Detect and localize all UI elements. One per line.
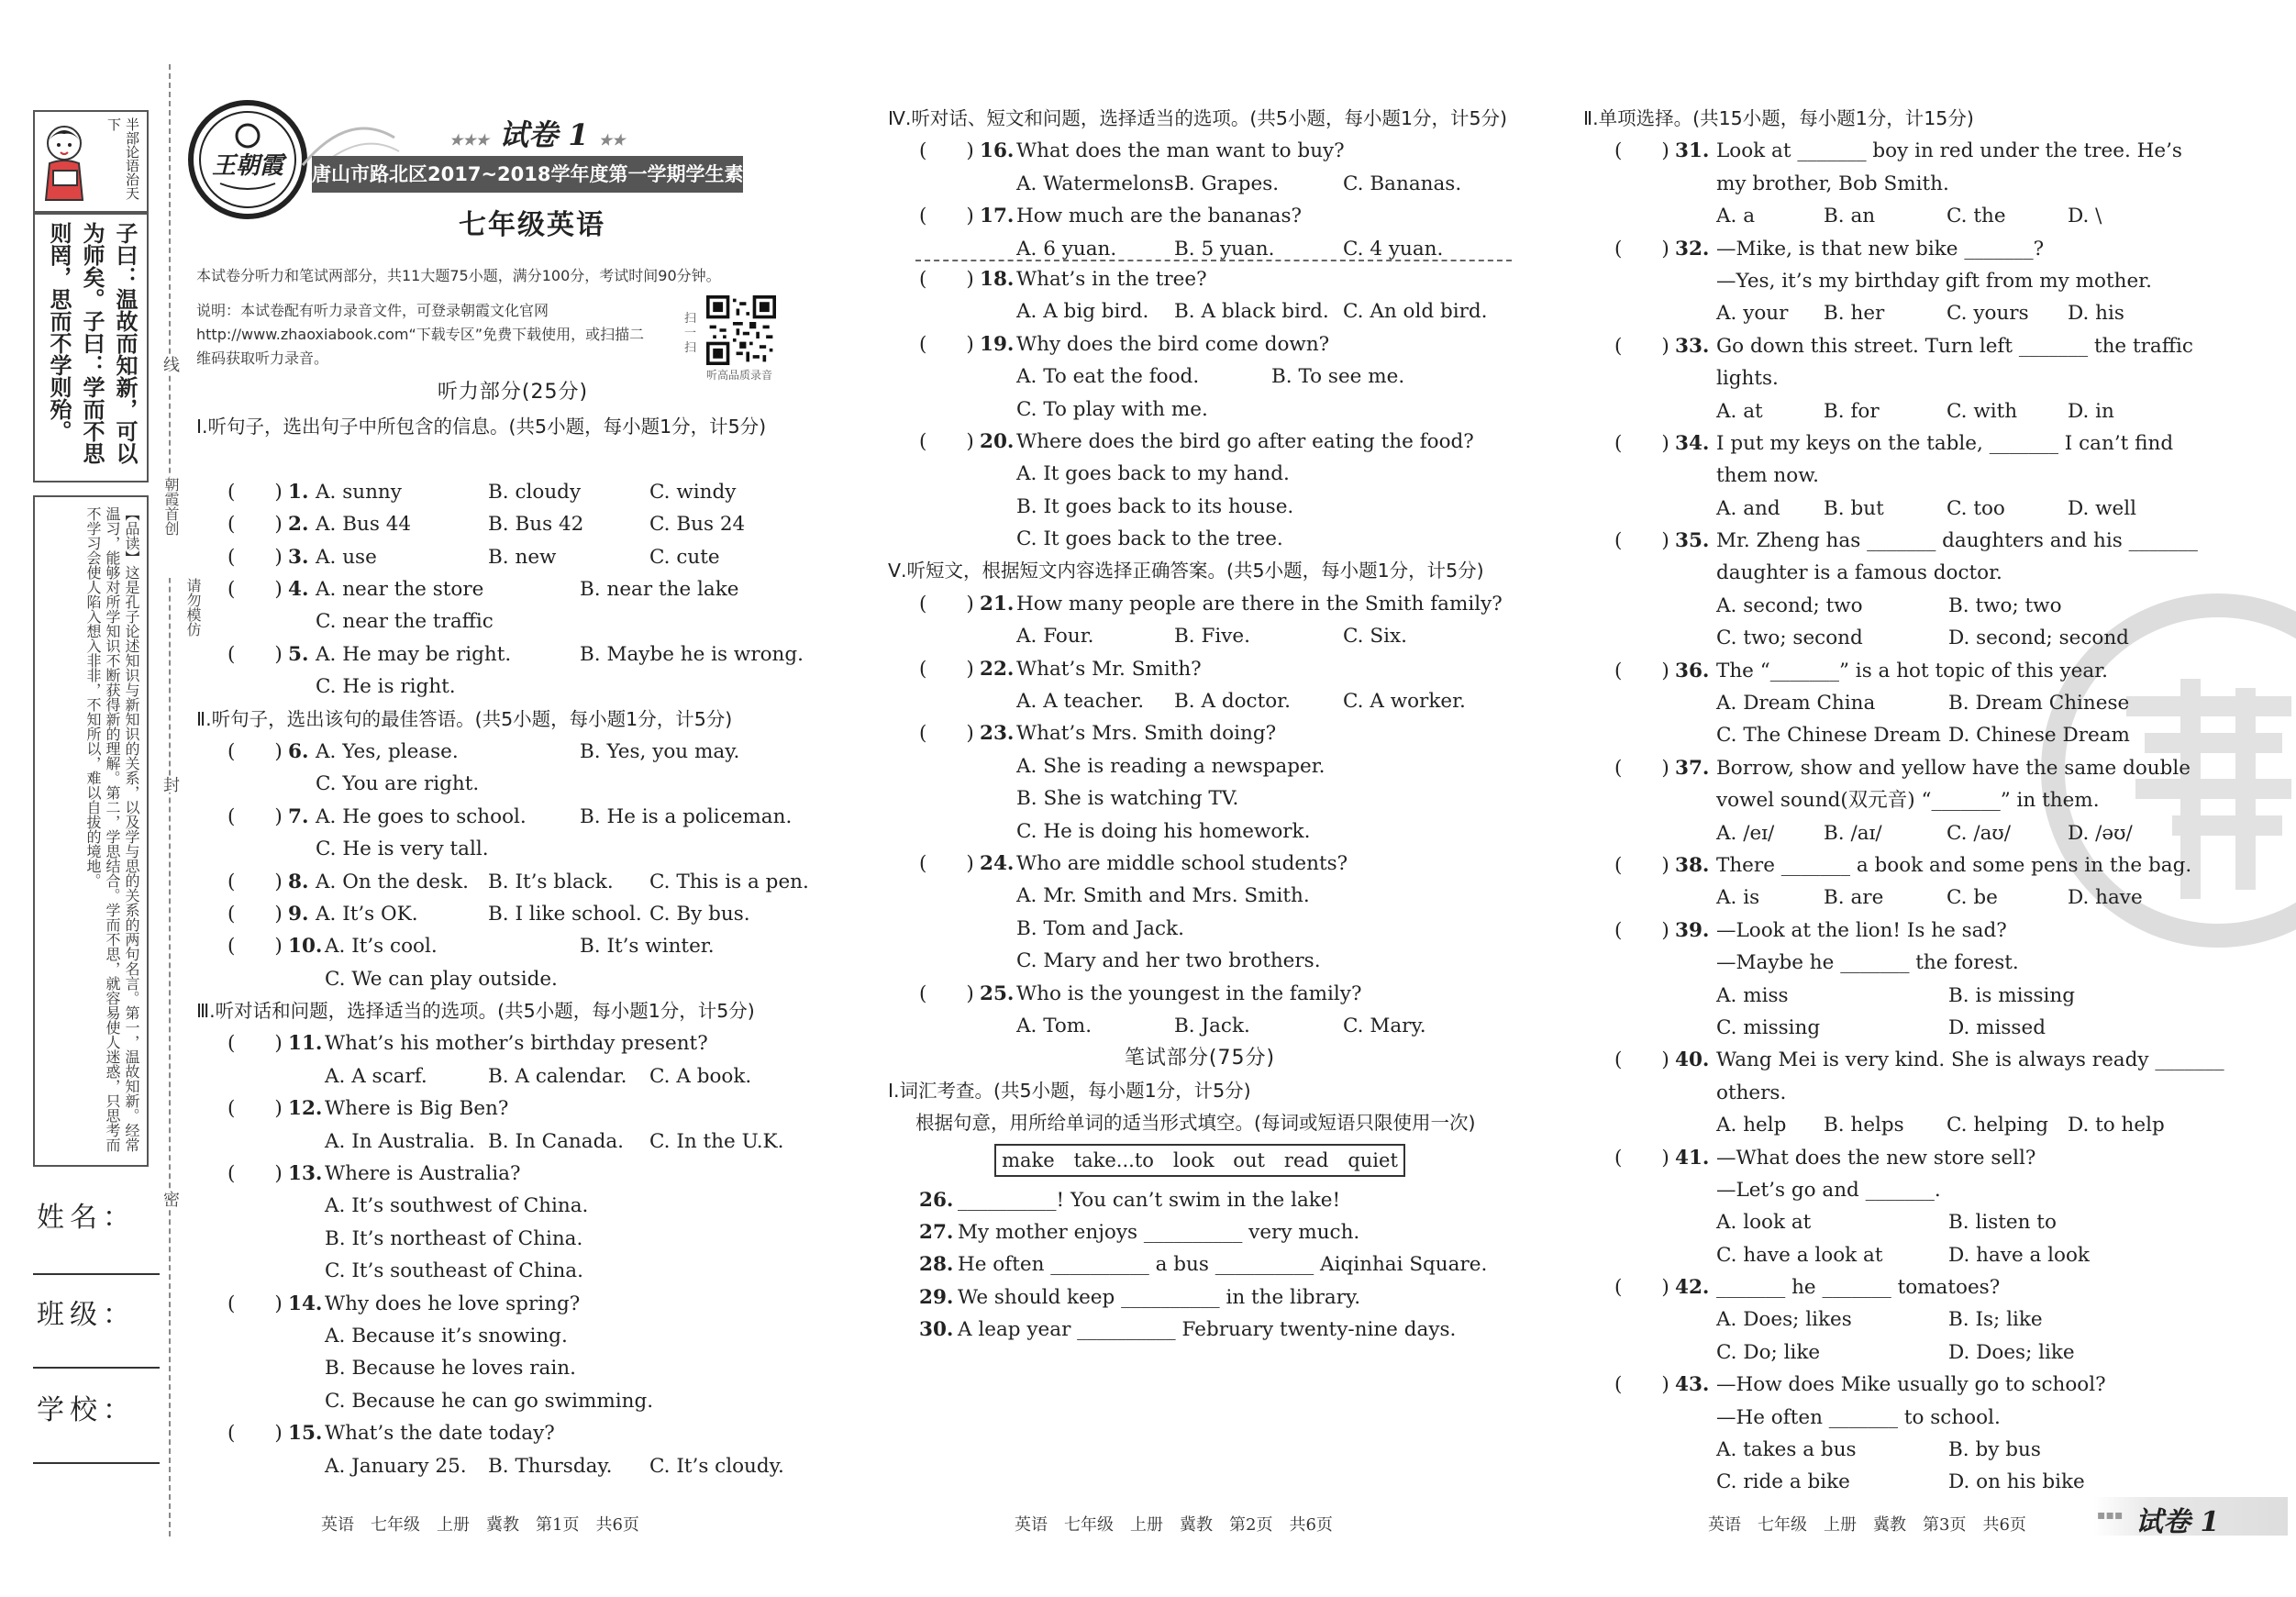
school-label: 学校： — [37, 1394, 136, 1426]
question-row: ( ) 11. What’s his mother’s birthday present? — [196, 1027, 829, 1059]
badge-text: 半部论语治天下 — [105, 117, 140, 200]
option-row: A. 6 yuan. B. 5 yuan. C. 4 yuan. — [1016, 237, 1444, 261]
option-row: A. Because it’s snowing. — [325, 1324, 568, 1347]
word-box-row — [888, 1140, 1512, 1184]
question-row: ( ) 9. A. It’s OK. B. I like school. C. By bus. — [196, 898, 829, 930]
option-row: A. She is reading a newspaper. — [1016, 754, 1325, 778]
stem-row: daughter is a famous doctor. — [1716, 561, 2002, 585]
section-heading: Ⅰ.词汇考查。(共5小题，每小题1分，计5分) — [888, 1079, 1251, 1102]
answer-bracket[interactable]: ( ) — [1614, 659, 1669, 682]
name-field[interactable] — [33, 1273, 160, 1275]
option-row: A. January 25. B. Thursday. C. It’s cloudy. — [325, 1454, 784, 1478]
question-row: ( ) 32. —Mike, is that new bike _______? — [1583, 233, 2216, 265]
page-footer: 英语 七年级 上册 冀教 第2页 共6页 — [1015, 1515, 1333, 1535]
answer-bracket[interactable]: ( ) — [919, 429, 974, 453]
option-row: A. and B. but C. too D. well — [1716, 496, 2137, 520]
page-footer: 英语 七年级 上册 冀教 第1页 共6页 — [321, 1515, 639, 1535]
option-row: B. She is watching TV. — [1016, 787, 1239, 811]
question-row: ( ) 8. A. On the desk. B. It’s black. C. This is a pen. — [196, 866, 829, 898]
question-row: ( ) 15. What’s the date today? — [196, 1417, 829, 1449]
question-row: ( ) 36. The “_______” is a hot topic of this year. — [1583, 655, 2216, 687]
answer-bracket[interactable]: ( ) — [227, 870, 283, 893]
answer-bracket[interactable]: ( ) — [1614, 139, 1669, 163]
class-field[interactable] — [33, 1367, 160, 1369]
option-row: A. help B. helps C. helping D. to help — [1716, 1114, 2165, 1137]
option-row: C. missing D. missed — [1716, 1015, 2046, 1039]
option-row: A. Mr. Smith and Mrs. Smith. — [1016, 884, 1310, 908]
answer-bracket[interactable]: ( ) — [1614, 431, 1669, 455]
option-row: B. Tom and Jack. — [1016, 916, 1184, 940]
option-row: C. have a look at D. have a look — [1716, 1243, 2090, 1267]
fill-row: 26. __________! You can’t swim in the lake! — [888, 1184, 1512, 1216]
sidebar-badge — [33, 110, 149, 213]
option-row: A. Dream China B. Dream Chinese — [1716, 692, 2130, 715]
answer-bracket[interactable]: ( ) — [227, 513, 283, 537]
option-row: A. Does; likes B. Is; like — [1716, 1308, 2043, 1332]
answer-bracket[interactable]: ( ) — [919, 267, 974, 291]
question-row: ( ) 19. Why does the bird come down? — [888, 328, 1512, 360]
stem-row: —He often _______ to school. — [1716, 1405, 2001, 1429]
answer-bracket[interactable]: ( ) — [919, 852, 974, 876]
question-row: ( ) 13. Where is Australia? — [196, 1158, 829, 1190]
class-label: 班级： — [37, 1299, 136, 1331]
stem-row: lights. — [1716, 367, 1779, 391]
fill-row: 28. He often __________ a bus __________ Aiqinhai Square. — [888, 1248, 1512, 1281]
answer-bracket[interactable]: ( ) — [1614, 1146, 1669, 1170]
answer-bracket[interactable]: ( ) — [1614, 1276, 1669, 1300]
question-row: ( ) 1. A. sunny B. cloudy C. windy — [196, 476, 829, 508]
answer-bracket[interactable]: ( ) — [919, 332, 974, 356]
stem-row: them now. — [1716, 464, 1819, 488]
question-row: ( ) 39. —Look at the lion! Is he sad? — [1583, 915, 2216, 947]
seal-note: 请勿模仿 — [184, 578, 202, 637]
stem-row: vowel sound(双元音) “_______” in them. — [1716, 789, 2100, 813]
question-row: ( ) 38. There _______ a book and some pens in the bag. — [1583, 849, 2216, 882]
question-row: ( ) 3. A. use B. new C. cute — [196, 541, 829, 573]
option-row: C. You are right. — [316, 772, 480, 796]
question-row: ( ) 20. Where does the bird go after eating the food? — [888, 426, 1512, 458]
answer-bracket[interactable]: ( ) — [227, 804, 283, 828]
question-row: ( ) 6. A. Yes, please. B. Yes, you may. — [196, 736, 829, 768]
fill-blank[interactable]: A leap year __________ February twenty-nine days. — [958, 1318, 1457, 1342]
option-row: C. ride a bike D. on his bike — [1716, 1470, 2085, 1494]
question-row: ( ) 23. What’s Mrs. Smith doing? — [888, 717, 1512, 749]
option-row: A. takes a bus B. by bus — [1716, 1438, 2041, 1462]
question-row: ( ) 18. What’s in the tree? — [888, 263, 1512, 295]
exam-title: 唐山市路北区2017~2018学年度第一学期学生素质终期评价试卷 — [312, 156, 743, 193]
reading-child-icon — [37, 116, 101, 207]
option-row: C. Do; like D. Does; like — [1716, 1340, 2075, 1364]
stem-row: others. — [1716, 1081, 1787, 1104]
brand-logo-text: 王朝霞 — [211, 152, 283, 180]
star-icon: ★★ — [598, 131, 626, 149]
fill-blank[interactable]: We should keep __________ in the library. — [958, 1285, 1361, 1309]
stem-row: my brother, Bob Smith. — [1716, 172, 1949, 195]
question-row: ( ) 24. Who are middle school students? — [888, 848, 1512, 880]
option-row: B. It goes back to its house. — [1016, 494, 1294, 518]
answer-bracket[interactable]: ( ) — [1614, 854, 1669, 877]
exam-note: 说明：本试卷配有听力录音文件，可登录朝霞文化官网http://www.zhaoxiabook.com“下载专区”免费下载使用，或扫描二维码获取听力录音。 — [196, 302, 645, 367]
exam-intro: 本试卷分听力和笔试两部分，共11大题75小题，满分100分，考试时间90分钟。 — [196, 267, 721, 284]
seal-mark: 线 — [156, 356, 182, 372]
seal-line — [169, 64, 171, 1536]
option-row: C. Mary and her two brothers. — [1016, 949, 1321, 973]
answer-bracket[interactable]: ( ) — [919, 722, 974, 746]
answer-bracket[interactable]: ( ) — [1614, 334, 1669, 358]
question-row: ( ) 12. Where is Big Ben? — [196, 1092, 829, 1125]
answer-bracket[interactable]: ( ) — [227, 1292, 283, 1315]
stem-row: —Let’s go and _______. — [1716, 1178, 1941, 1202]
option-row: A. To eat the food. B. To see me. — [1016, 365, 1405, 389]
section-heading: Ⅰ.听句子，选出句子中所包含的信息。(共5小题，每小题1分，计5分) — [196, 416, 767, 438]
word-box: make take...to look out read quiet — [994, 1144, 1405, 1177]
answer-bracket[interactable]: ( ) — [227, 1162, 283, 1186]
answer-bracket[interactable]: ( ) — [919, 657, 974, 681]
listening-title: 听力部分(25分) — [437, 381, 589, 404]
exam-tag: ★★★ 试卷 1 ★★ — [449, 117, 626, 152]
option-row: A. second; two B. two; two — [1716, 593, 2062, 617]
option-row: C. two; second D. second; second — [1716, 627, 2129, 650]
section-heading: Ⅴ.听短文，根据短文内容选择正确答案。(共5小题，每小题1分，计5分) — [888, 560, 1484, 582]
option-row: A. A big bird. B. A black bird. C. An old bird. — [1016, 300, 1488, 324]
answer-bracket[interactable]: ( ) — [227, 935, 283, 959]
fill-row: 27. My mother enjoys __________ very much. — [888, 1216, 1512, 1248]
answer-bracket[interactable]: ( ) — [227, 480, 283, 504]
question-row: ( ) 16. What does the man want to buy? — [888, 135, 1512, 167]
school-field[interactable] — [33, 1462, 160, 1464]
column-1 — [196, 411, 829, 1482]
option-row: A. A scarf. B. A calendar. C. A book. — [325, 1064, 752, 1088]
option-row: A. In Australia. B. In Canada. C. In the U.K. — [325, 1129, 784, 1153]
section-heading: Ⅱ.听句子，选出该句的最佳答语。(共5小题，每小题1分，计5分) — [196, 707, 733, 730]
answer-bracket[interactable]: ( ) — [1614, 1373, 1669, 1397]
answer-bracket[interactable]: ( ) — [227, 739, 283, 763]
option-row: C. It’s southeast of China. — [325, 1259, 583, 1283]
section-instruction: 根据句意，用所给单词的适当形式填空。(每词或短语只限使用一次) — [915, 1112, 1476, 1135]
option-row: A. It’s southwest of China. — [325, 1194, 589, 1218]
question-row: ( ) 5. A. He may be right. B. Maybe he is wrong. — [196, 638, 829, 671]
answer-bracket[interactable]: ( ) — [919, 981, 974, 1005]
answer-bracket[interactable]: ( ) — [227, 1032, 283, 1056]
option-row: A. /eɪ/ B. /aɪ/ C. /aʊ/ D. /əʊ/ — [1716, 821, 2133, 845]
answer-bracket[interactable]: ( ) — [919, 205, 974, 228]
answer-bracket[interactable]: ( ) — [227, 902, 283, 926]
option-row: C. We can play outside. — [325, 967, 558, 991]
question-row: ( ) 14. Why does he love spring? — [196, 1288, 829, 1320]
option-row: A. is B. are C. be D. have — [1716, 886, 2143, 910]
question-row: ( ) 37. Borrow, show and yellow have the same double — [1583, 752, 2216, 784]
seal-note: 朝霞首创 — [156, 477, 182, 578]
page-footer: 英语 七年级 上册 冀教 第3页 共6页 — [1708, 1515, 2026, 1535]
answer-bracket[interactable]: ( ) — [919, 592, 974, 616]
question-row: ( ) 21. How many people are there in the Smith family? — [888, 588, 1512, 620]
option-row: C. He is doing his homework. — [1016, 819, 1311, 843]
question-row: ( ) 4. A. near the store B. near the lake — [196, 573, 829, 605]
answer-bracket[interactable]: ( ) — [1614, 529, 1669, 553]
question-row: ( ) 42. _______ he _______ tomatoes? — [1583, 1271, 2216, 1303]
fill-blank[interactable]: My mother enjoys __________ very much. — [958, 1220, 1360, 1244]
option-row: A. a B. an C. the D. \ — [1716, 205, 2102, 228]
qr-caption: 听高品质录音 — [706, 369, 773, 382]
column-3 — [1583, 103, 2224, 1499]
answer-bracket[interactable]: ( ) — [1614, 918, 1669, 942]
fill-row: 30. A leap year __________ February twenty-nine days. — [888, 1314, 1512, 1346]
column-2 — [888, 103, 1512, 1347]
fill-blank[interactable]: He often __________ a bus __________ Aiqinhai Square. — [958, 1253, 1488, 1277]
seal-mark: 密 — [156, 1191, 182, 1207]
writing-title: 笔试部分(75分) — [1124, 1047, 1276, 1070]
question-row: ( ) 25. Who is the youngest in the family? — [888, 978, 1512, 1010]
question-row: ( ) 17. How much are the bananas? — [888, 200, 1512, 232]
answer-bracket[interactable]: ( ) — [227, 577, 283, 601]
option-row: A. look at B. listen to — [1716, 1211, 2057, 1235]
subject-title: 七年级英语 — [459, 209, 605, 241]
option-row: A. Tom. B. Jack. C. Mary. — [1016, 1014, 1426, 1037]
qr-side: 扫一扫 — [684, 312, 697, 355]
section-heading: Ⅱ.单项选择。(共15小题，每小题1分，计15分) — [1583, 107, 1974, 129]
sidebar-reading: 【品读】这是孔子论述知识与新知识的关系，以及学与思的关系的两句名言。第一，温故知新。经常温习，能够对所学知识不断获得新的理解。第二，学思结合。学而不思，就容易使人迷惑，只思考而不学习会使人陷入想入非非，不知所以，难以自拔的境地。 — [33, 495, 149, 1167]
dots-decoration-icon: ▪▪▪ — [2097, 1508, 2124, 1523]
question-row: ( ) 35. Mr. Zheng has _______ daughters and his _______ — [1583, 525, 2216, 557]
option-row: A. miss B. is missing — [1716, 983, 2076, 1007]
option-row: A. at B. for C. with D. in — [1716, 399, 2114, 423]
question-row: ( ) 10. A. It’s cool. B. It’s winter. — [196, 930, 829, 962]
star-icon: ★★★ — [449, 131, 490, 149]
question-row: ( ) 7. A. He goes to school. B. He is a policeman. — [196, 801, 829, 833]
question-row: ( ) 43. —How does Mike usually go to school? — [1583, 1369, 2216, 1401]
fill-blank[interactable]: __________! You can’t swim in the lake! — [958, 1188, 1341, 1212]
answer-bracket[interactable]: ( ) — [227, 545, 283, 569]
question-row: ( ) 40. Wang Mei is very kind. She is always ready _______ — [1583, 1044, 2216, 1076]
section-heading: Ⅳ.听对话、短文和问题，选择适当的选项。(共5小题，每小题1分，计5分) — [888, 107, 1508, 129]
answer-bracket[interactable]: ( ) — [919, 139, 974, 163]
question-row: ( ) 33. Go down this street. Turn left _______ the traffic — [1583, 330, 2216, 362]
option-row: A. Watermelons. B. Grapes. C. Bananas. — [1016, 172, 1462, 195]
stem-row: —Maybe he _______ the forest. — [1716, 951, 2019, 975]
option-row: C. Because he can go swimming. — [325, 1389, 654, 1413]
seal-mark: 封 — [156, 776, 182, 793]
option-row: A. your B. her C. yours D. his — [1716, 302, 2124, 326]
question-row: ( ) 2. A. Bus 44 B. Bus 42 C. Bus 24 — [196, 508, 829, 540]
section-heading: Ⅲ.听对话和问题，选择适当的选项。(共5小题，每小题1分，计5分) — [196, 1000, 755, 1023]
option-row: B. It’s northeast of China. — [325, 1226, 583, 1250]
question-row: ( ) 22. What’s Mr. Smith? — [888, 653, 1512, 685]
qr-code — [706, 295, 776, 365]
option-row: C. near the traffic — [316, 610, 494, 634]
option-row: C. He is very tall. — [316, 837, 489, 861]
option-row: B. Because he loves rain. — [325, 1357, 576, 1381]
option-row: C. The Chinese Dream D. Chinese Dream — [1716, 724, 2130, 748]
option-row: C. He is right. — [316, 675, 456, 699]
fill-row: 29. We should keep __________ in the library. — [888, 1281, 1512, 1314]
answer-bracket[interactable]: ( ) — [1614, 237, 1669, 261]
option-row: A. A teacher. B. A doctor. C. A worker. — [1016, 690, 1466, 714]
footer-tag: ▪▪▪ 试卷 1 — [2093, 1497, 2288, 1536]
option-row: C. It goes back to the tree. — [1016, 527, 1283, 551]
sidebar-quote: 子曰：温故而知新，可以为师矣。子曰：学而不思则罔，思而不学则殆。 — [33, 213, 149, 482]
option-row: C. To play with me. — [1016, 397, 1208, 421]
answer-bracket[interactable]: ( ) — [227, 1422, 283, 1446]
question-row: ( ) 34. I put my keys on the table, _______ I can’t find — [1583, 427, 2216, 460]
answer-bracket[interactable]: ( ) — [227, 642, 283, 666]
stem-row: —Yes, it’s my birthday gift from my mother. — [1716, 269, 2152, 293]
answer-bracket[interactable]: ( ) — [1614, 756, 1669, 780]
name-label: 姓名： — [37, 1202, 136, 1234]
answer-bracket[interactable]: ( ) — [1614, 1048, 1669, 1072]
question-row: ( ) 41. —What does the new store sell? — [1583, 1142, 2216, 1174]
answer-bracket[interactable]: ( ) — [227, 1097, 283, 1121]
option-row: A. It goes back to my hand. — [1016, 462, 1290, 486]
option-row: A. Four. B. Five. C. Six. — [1016, 625, 1407, 649]
question-row: ( ) 31. Look at _______ boy in red under the tree. He’s — [1583, 135, 2216, 167]
